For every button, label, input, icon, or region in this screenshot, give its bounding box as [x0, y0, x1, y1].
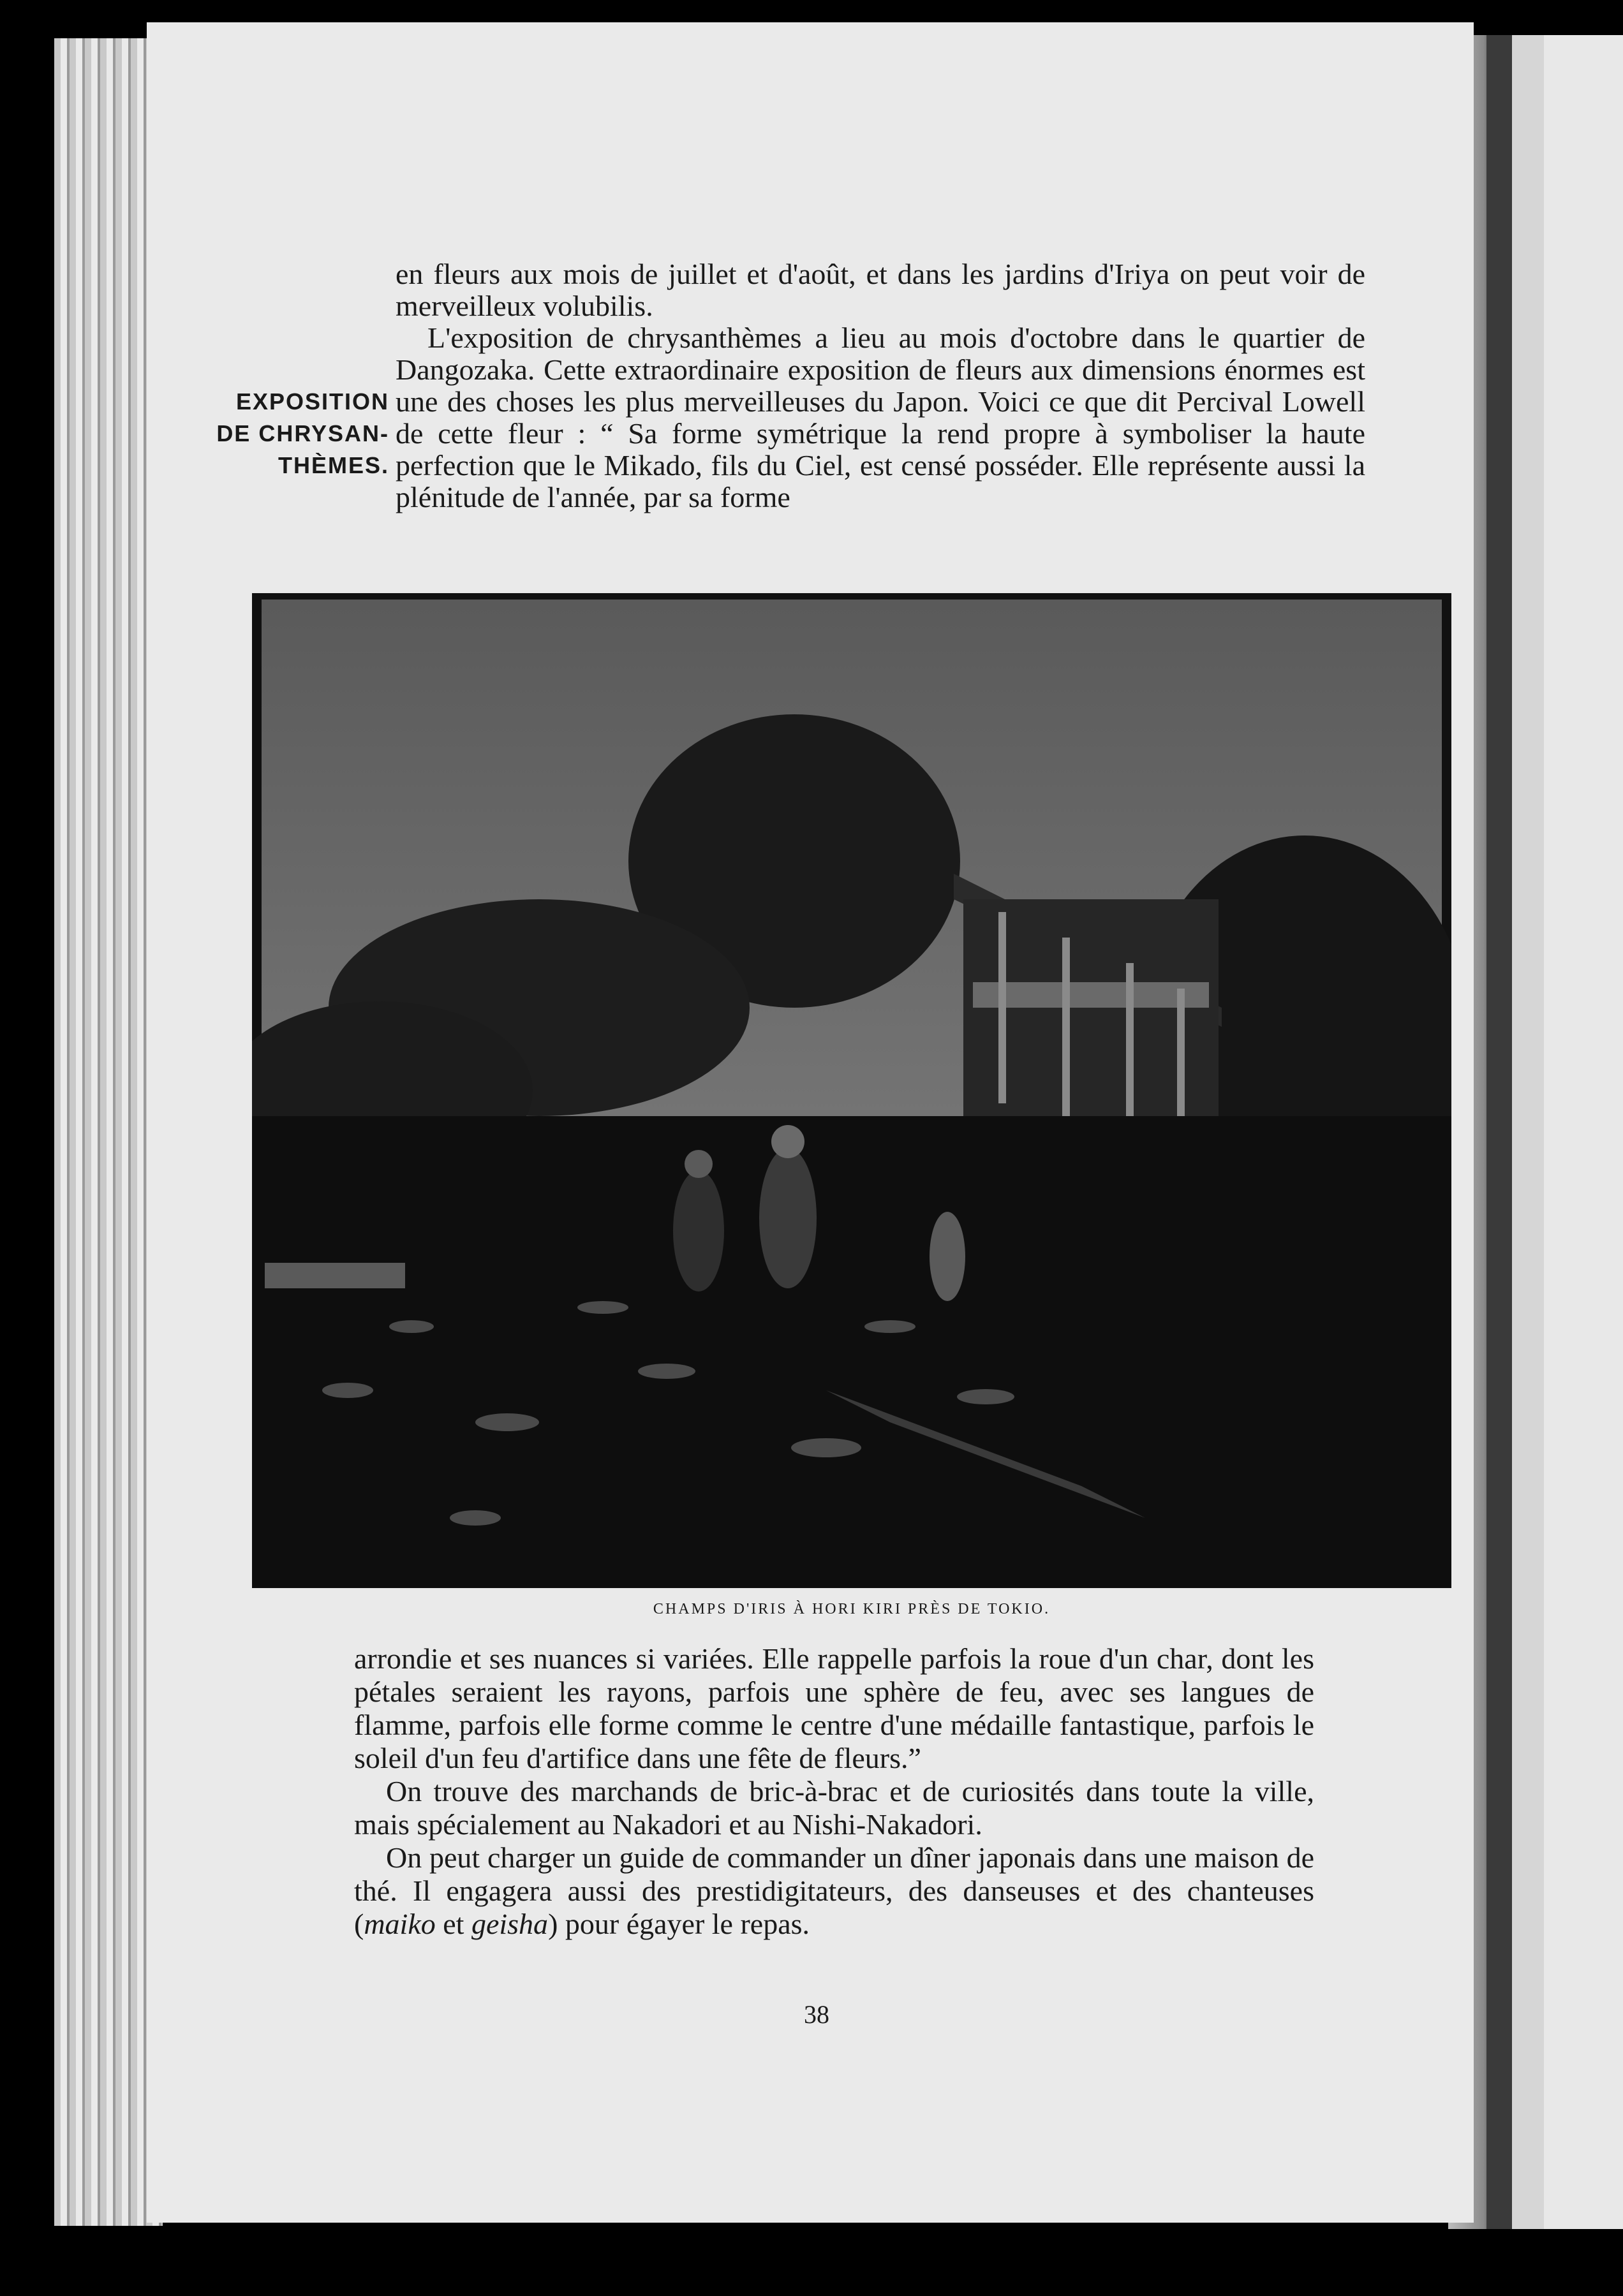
word-maiko: maiko	[364, 1908, 436, 1940]
word-et: et	[435, 1908, 471, 1940]
paragraph-top-2: L'exposition de chrysanthèmes a lieu au mois d'octobre dans le quartier de Dangozaka. Cette extraordinaire exposition de fleurs aux dimensions énormes est une des choses les plus merveilleuses du Japon. Voici ce que dit Percival Lowell de cette fleur : “ Sa forme symétrique la rend propre à symboliser la haute perfection que le Mikado, fils du Ciel, est censé posséder. Elle représente aussi la plénitude de l'année, par sa forme	[396, 321, 1365, 513]
photo-caption: CHAMPS D'IRIS À HORI KIRI PRÈS DE TOKIO.	[653, 1601, 1051, 1617]
margin-heading	[211, 386, 389, 482]
paragraph-bottom-1: arrondie et ses nuances si variées. Elle rappelle parfois la roue d'un char, dont les pétales seraient les rayons, parfois une sphère de feu, avec ses langues de flamme, parfois elle forme comme le centre d'une médaille fantastique, parfois le soleil d'un feu d'artifice dans une fête de fleurs.”	[354, 1642, 1314, 1774]
iris-field-photograph	[252, 593, 1451, 1588]
facing-page	[1486, 35, 1623, 2229]
word-geisha: geisha	[471, 1908, 549, 1940]
paragraph-bottom-3	[354, 1841, 1314, 1941]
paragraph-top-1: en fleurs aux mois de juillet et d'août, et dans les jardins d'Iriya on peut voir de merveilleux volubilis.	[396, 258, 1365, 322]
photograph-image	[252, 593, 1451, 1588]
page-number: 38	[804, 2000, 829, 2029]
paragraph-bottom-3-part-b: ) pour égayer le repas.	[548, 1908, 810, 1940]
margin-heading-line-3: THÈMES.	[278, 452, 389, 478]
margin-heading-line-2: DE CHRYSAN-	[216, 420, 389, 446]
paragraph-bottom-2: On trouve des marchands de bric-à-brac et de curiosités dans toute la ville, mais spécialement au Nakadori et au Nishi-Nakadori.	[354, 1775, 1314, 1841]
margin-heading-line-1: EXPOSITION	[235, 388, 389, 415]
paragraph-bottom-3-part-a: On peut charger un guide de commander un dîner japonais dans une maison de thé. Il engagera aussi des prestidigitateurs, des danseuses et des chanteuses (	[354, 1841, 1314, 1940]
top-text-block	[216, 258, 1365, 513]
chrysanthemum-section	[216, 321, 1365, 513]
bottom-text-block	[354, 1642, 1314, 1941]
